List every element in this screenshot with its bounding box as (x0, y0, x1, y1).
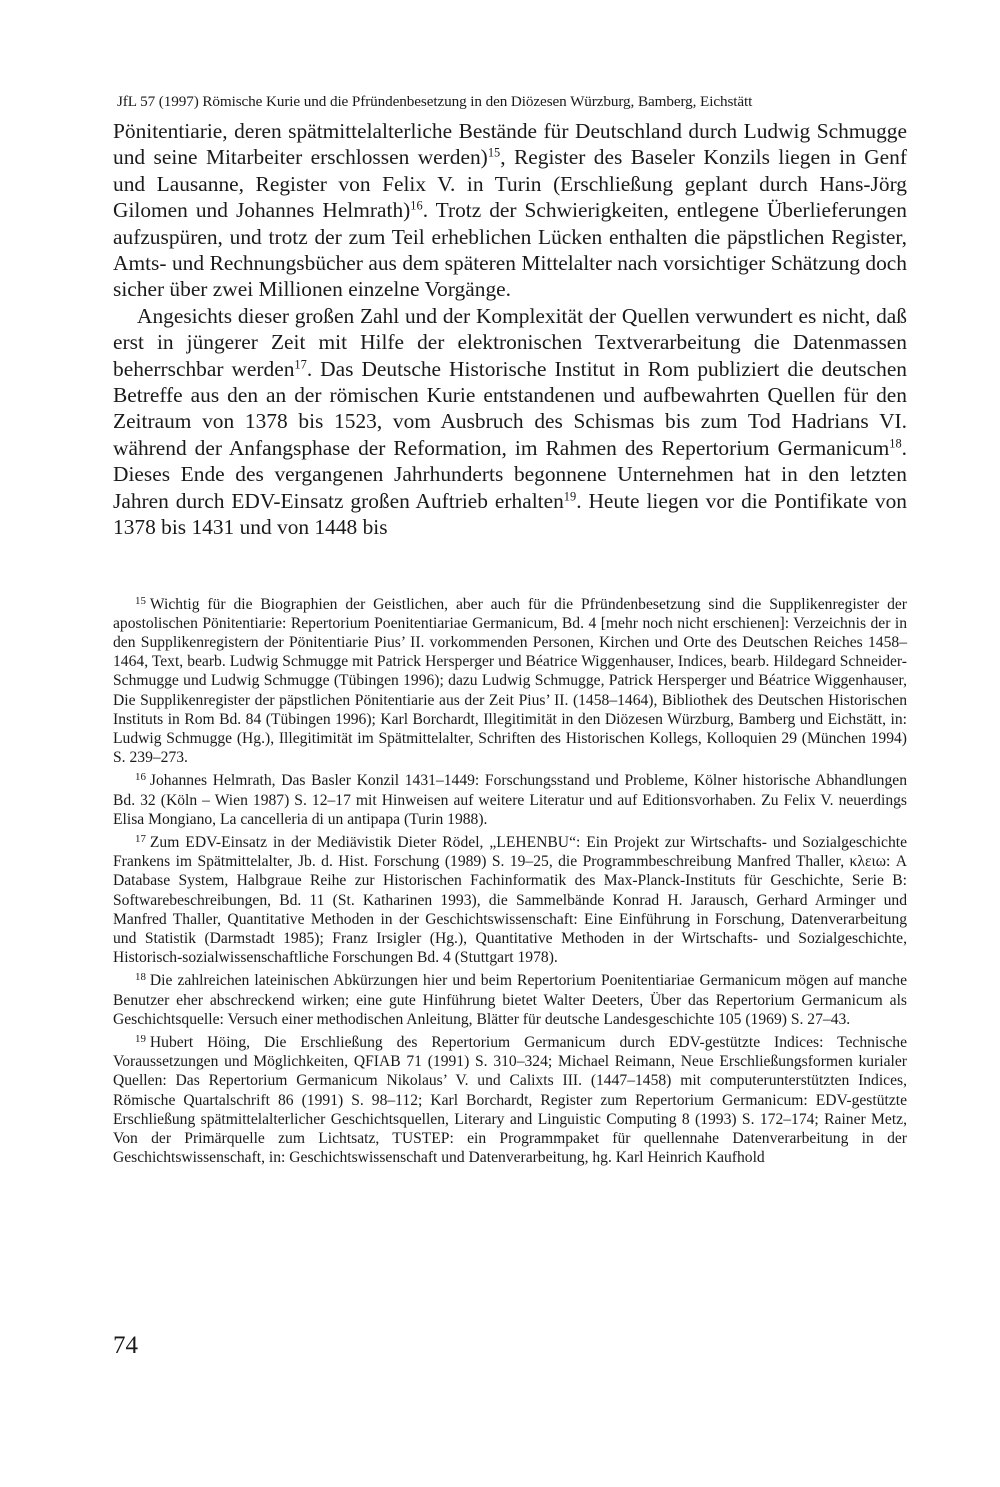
footnote-number: 18 (135, 971, 146, 984)
body-text-segment: Pönitentiarie, deren spätmittelalterliche Bestände für Deutschland durch Ludwig Schmugge und seine Mitarbeiter erschlossen werden) (113, 119, 907, 170)
footnote-number: 19 (135, 1033, 146, 1046)
footnote-number: 15 (135, 594, 146, 607)
body-text-segment: , Register des Baseler Konzils liegen in Genf und Lausanne, Register von Felix V. in Turin (Erschließung geplant durch Hans-Jörg Gilomen und Johannes Helmrath) (113, 145, 907, 223)
footnote-19 (113, 1033, 907, 1167)
running-head: JfL 57 (1997) Römische Kurie und die Pfründenbesetzung in den Diözesen Würzburg, Bamberg, Eichstätt (117, 93, 753, 110)
body-text-segment: . Dieses Ende des vergangenen Jahrhunderts begonnene Unternehmen hat in den letzten Jahren durch EDV-Einsatz großen Auftrieb erhalten (113, 435, 907, 513)
page (113, 92, 907, 1171)
footnote-ref-19[interactable]: 19 (563, 489, 577, 503)
footnote-text: Johannes Helmrath, Das Basler Konzil 1431–1449: Forschungsstand und Probleme, Kölner historische Abhandlungen Bd. 32 (Köln – Wien 1987) S. 12–17 mit Hinweisen auf weitere Literatur und auf Editionsvorhaben. Zu Felix V. neuerdings Elisa Mongiano, La cancelleria di un antipapa (Turin 1988). (113, 772, 907, 828)
body-text-segment: Angesichts dieser großen Zahl und der Komplexität der Quellen verwundert es nicht, daß erst in jüngerer Zeit mit Hilfe der elektronischen Textverarbeitung die Datenmassen beherrschbar werden (113, 303, 907, 381)
body-text-segment: . Das Deutsche Historische Institut in Rom publiziert die deutschen Betreffe aus den an der römischen Kurie entstandenen und aufbewahrten Quellen für den Zeitraum von 1378 bis 1523, vom Ausbruch des Schismas bis zum Tod Hadrians VI. während der Anfangsphase der Reformation, im Rahmen des Repertorium Germanicum (113, 356, 908, 460)
footnote-number: 16 (135, 771, 146, 784)
footnote-ref-18[interactable]: 18 (889, 436, 902, 451)
page-number: 74 (113, 1332, 138, 1359)
footnote-ref-17[interactable]: 17 (294, 356, 307, 371)
footnote-ref-15[interactable]: 15 (487, 145, 501, 160)
footnote-text: Hubert Höing, Die Erschließung des Repertorium Germanicum durch EDV-gestützte Indices: Technische Voraussetzungen und Möglichkeiten, QFIAB 71 (1991) S. 310–324; Michael Reimann, Neue Erschließungsformen kurialer Quellen: Das Repertorium Germanicum Nikolaus’ V. und Calixts III. (1447–1458) mit computerunterstützten Indices, Römische Quartalschrift 86 (1991) S. 98–112; Karl Borchardt, Register zum Repertorium Germanicum: EDV-gestützte Erschließung spätmittelalterlicher Geschichtsquellen, Literary and Linguistic Computing 8 (1993) S. 172–174; Rainer Metz, Von der Primärquelle zum Lichtsatz, TUSTEP: ein Programmpaket für quellennahe Datenverarbeitung in der Geschichtswissenschaft, in: Geschichtswissenschaft und Datenverarbeitung, hg. Karl Heinrich Kaufhold (113, 1033, 907, 1167)
body-paragraph-2 (113, 303, 907, 541)
footnote-text: Wichtig für die Biographien der Geistlichen, aber auch für die Pfründenbesetzung sind die Supplikenregister der apostolischen Pönitentiarie: Repertorium Poenitentiariae Germanicum, Bd. 4 [mehr noch nicht erschienen]: Verzeichnis der in den Supplikenregistern der Pönitentiarie Pius’ II. vorkommenden Personen, Kirchen und Orte des Deutschen Reiches 1458–1464, Text, bearb. Ludwig Schmugge mit Patrick Hersperger und Béatrice Wiggenhauser, Indices, bearb. Hildegard Schneider-Schmugge und Ludwig Schmugge (Tübingen 1996); dazu Ludwig Schmugge, Patrick Hersperger und Béatrice Wiggenhauser, Die Supplikenregister der päpstlichen Pönitentiarie aus der Zeit Pius’ II. (1458–1464), Bibliothek des Deutschen Historischen Instituts in Rom Bd. 84 (Tübingen 1996); Karl Borchardt, Illegitimität in den Diözesen Würzburg, Bamberg und Eichstätt, in: Ludwig Schmugge (Hg.), Illegitimität im Spätmittelalter, Schriften des Historischen Kollegs, Kolloquien 29 (München 1994) S. 239–273. (113, 595, 907, 767)
footnote-ref-16[interactable]: 16 (410, 198, 423, 213)
footnotes (113, 595, 907, 1168)
body-text-segment: . Trotz der Schwierigkeiten, entlegene Überlieferungen aufzuspüren, und trotz der zum Teil erheblichen Lücken enthalten die päpstlichen Register, Amts- und Rechnungsbücher aus dem späteren Mittelalter nach vorsichtiger Schätzung doch sicher über zwei Millionen einzelne Vorgänge. (113, 198, 907, 302)
body-text (113, 118, 907, 541)
body-text-segment: . Heute liegen vor die Pontifikate von 1378 bis 1431 und von 1448 bis (113, 488, 907, 540)
footnote-16 (113, 771, 907, 829)
footnote-18 (113, 971, 907, 1029)
body-paragraph-1 (113, 118, 907, 303)
footnote-15 (113, 595, 907, 768)
footnote-number: 17 (135, 833, 146, 846)
footnote-text: Zum EDV-Einsatz in der Mediävistik Dieter Rödel, „LEHENBU“: Ein Projekt zur Wirtschafts- und Sozialgeschichte Frankens im Spätmittelalter, Jb. d. Hist. Forschung (1989) S. 19–25, die Programmbeschreibung Manfred Thaller, κλειω: A Database System, Halbgraue Reihe zur Historischen Fachinformatik des Max-Planck-Instituts für Geschichte, Serie B: Softwarebeschreibungen, Bd. 11 (St. Katharinen 1993), die Sammelbände Konrad H. Jarausch, Gerhard Arminger und Manfred Thaller, Quantitative Methoden in der Geschichtswissenschaft: Eine Einführung in Forschung, Datenverarbeitung und Statistik (Darmstadt 1985); Franz Irsigler (Hg.), Quantitative Methoden in der Wirtschafts- und Sozialgeschichte, Historisch-sozialwissenschaftliche Forschungen Bd. 4 (Stuttgart 1978). (113, 833, 907, 967)
footnote-text: Die zahlreichen lateinischen Abkürzungen hier und beim Repertorium Poenitentiariae Germanicum mögen auf manche Benutzer eher abschreckend wirken; eine gute Hinführung bietet Walter Deeters, Über das Repertorium Germanicum als Geschichtsquelle: Versuch einer methodischen Anleitung, Blätter für deutsche Landesgeschichte 105 (1969) S. 27–43. (113, 972, 907, 1028)
footnote-17 (113, 833, 907, 967)
